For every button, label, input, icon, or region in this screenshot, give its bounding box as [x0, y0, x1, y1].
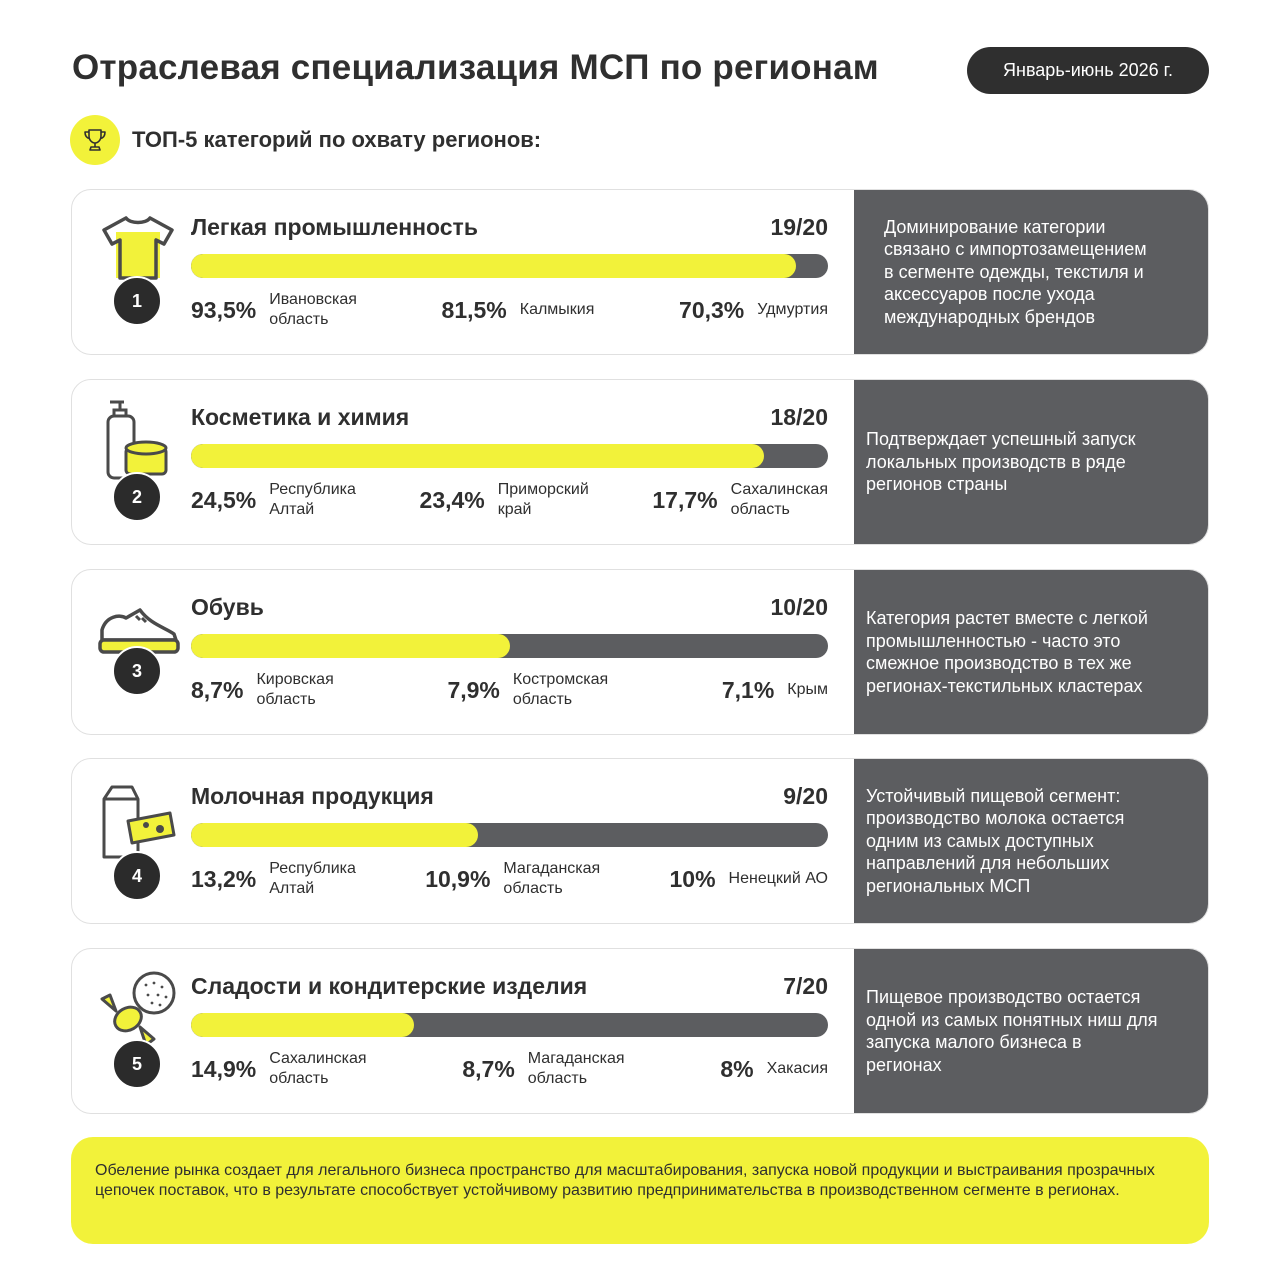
note-line: смежное производство в тех же [866, 653, 1132, 673]
stat-region [256, 670, 333, 710]
stat-value: 24,5% [191, 486, 257, 513]
coverage-bar [191, 634, 828, 658]
rank-badge: 5 [112, 1039, 162, 1089]
note-line: региональных МСП [866, 875, 1031, 896]
stat-region [503, 859, 600, 899]
stat-value: 7,1% [721, 676, 775, 703]
note-line: связано с импортозамещением [884, 239, 1147, 260]
stat-region [513, 670, 608, 710]
note-line: локальных производств в ряде [866, 451, 1126, 472]
stat-region [269, 859, 356, 899]
region-stat [652, 480, 828, 520]
region-stat [425, 859, 600, 899]
category-main [72, 380, 854, 544]
stat-value: 14,9% [191, 1055, 257, 1082]
stat-region-line: область [503, 880, 563, 897]
stat-value: 17,7% [652, 486, 718, 513]
stat-region-line: Приморский [497, 481, 589, 498]
stat-region [520, 300, 595, 320]
stat-region-line: область [269, 311, 329, 328]
region-stat [722, 677, 828, 704]
rank-badge: 2 [112, 472, 162, 522]
page-title: Отраслевая специализация МСП по регионам [72, 48, 879, 87]
rank-badge: 1 [112, 276, 162, 326]
category-name: Косметика и химия [191, 404, 410, 430]
note-line: регионах [866, 1054, 942, 1075]
coverage-bar-fill [191, 254, 796, 278]
stat-region [731, 480, 828, 520]
stat-region-line: Республика [269, 481, 356, 498]
category-main [72, 570, 854, 734]
note-line: Категория растет вместе с легкой [866, 608, 1148, 628]
stat-region [767, 1059, 828, 1079]
stat-value: 81,5% [441, 296, 507, 323]
rank-badge: 3 [112, 646, 162, 696]
category-card [71, 379, 1209, 545]
note-line: Доминирование категории [884, 216, 1106, 237]
category-card [71, 758, 1209, 924]
stat-region-line: Хакасия [766, 1060, 828, 1077]
category-note [854, 759, 1208, 923]
note-line: в сегменте одежды, текстиля и [884, 261, 1144, 282]
stat-region-line: Костромская [512, 671, 609, 688]
region-stats [191, 668, 828, 712]
note-text [884, 216, 1147, 329]
note-line: регионах-текстильных кластерах [866, 675, 1143, 696]
coverage-bar [191, 254, 828, 278]
trophy-icon [70, 115, 120, 165]
region-stat [462, 1049, 624, 1089]
stat-value: 8% [720, 1055, 754, 1082]
note-line: Устойчивый пищевой сегмент: [866, 785, 1121, 806]
note-line: производство молока остается [866, 808, 1125, 829]
note-text [866, 986, 1158, 1076]
stat-value: 8,7% [462, 1055, 515, 1082]
stat-region-line: Крым [787, 681, 828, 698]
stat-region-line: Удмуртия [757, 301, 828, 318]
coverage-bar [191, 1013, 828, 1037]
stat-region-line: край [497, 501, 532, 518]
footer-note: Обеление рынка создает для легального бизнеса пространство для масштабирования, запуска новой продукции и выстраивания прозрачных цепочек поставок, что в результате способствует устойчивому развитию предпринимательства в производственном сегменте в регионах. [71, 1137, 1209, 1244]
region-stat [191, 670, 334, 710]
category-score: 19/20 [770, 214, 828, 240]
note-line: аксессуаров после ухода [884, 284, 1095, 305]
period-badge: Январь-июнь 2026 г. [967, 47, 1209, 94]
stat-region [757, 300, 828, 320]
stat-value: 7,9% [447, 676, 500, 703]
subheading [70, 115, 541, 165]
region-stat [679, 297, 828, 324]
coverage-bar-fill [191, 1013, 414, 1037]
category-note [854, 949, 1208, 1113]
stat-region-line: Ненецкий АО [728, 870, 828, 887]
stat-region-line: область [730, 501, 790, 518]
coverage-bar-fill [191, 444, 764, 468]
category-score: 10/20 [770, 594, 828, 620]
note-line: Пищевое производство остается [866, 987, 1141, 1007]
region-stat [720, 1056, 828, 1083]
stat-region [787, 680, 828, 700]
region-stat [191, 859, 356, 899]
note-line: одним из самых доступных [866, 830, 1094, 851]
region-stats [191, 1047, 828, 1091]
region-stat [191, 290, 357, 330]
rank-badge: 4 [112, 851, 162, 901]
note-text [866, 607, 1148, 697]
note-line: регионов страны [866, 474, 1008, 495]
region-stat [420, 480, 589, 520]
category-note [854, 190, 1208, 354]
stat-value: 23,4% [419, 486, 485, 513]
category-name: Обувь [191, 594, 264, 620]
stat-value: 93,5% [191, 296, 257, 323]
stat-region-line: Сахалинская [269, 1050, 367, 1067]
coverage-bar-fill [191, 634, 510, 658]
note-line: Подтверждает успешный запуск [866, 429, 1136, 450]
region-stat [442, 297, 595, 324]
stat-value: 10% [669, 865, 716, 892]
stat-region-line: Калмыкия [519, 301, 595, 318]
stat-value: 8,7% [191, 676, 244, 703]
note-line: промышленностью - часто это [866, 630, 1121, 651]
stat-region [269, 480, 356, 520]
note-text [866, 785, 1124, 898]
stat-region-line: Алтай [269, 880, 315, 897]
note-line: запуска малого бизнеса в [866, 1032, 1082, 1052]
stat-region [269, 1049, 366, 1089]
note-line: международных брендов [884, 306, 1096, 327]
stat-value: 10,9% [425, 865, 491, 892]
category-main [72, 190, 854, 354]
region-stat [447, 670, 608, 710]
stat-region-line: Магаданская [527, 1050, 625, 1067]
category-note [854, 380, 1208, 544]
category-score: 9/20 [783, 783, 828, 809]
region-stats [191, 478, 828, 522]
stat-region-line: Ивановская [269, 291, 357, 308]
region-stats [191, 288, 828, 332]
category-score: 18/20 [770, 404, 828, 430]
note-text [866, 428, 1136, 496]
category-card [71, 948, 1209, 1114]
stat-region-line: Магаданская [503, 860, 601, 877]
stat-region-line: Алтай [269, 501, 315, 518]
stat-region-line: Сахалинская [730, 481, 828, 498]
stat-region-line: Республика [269, 860, 356, 877]
stat-region [269, 290, 357, 330]
stat-region [498, 480, 589, 520]
category-main [72, 759, 854, 923]
category-score: 7/20 [783, 973, 828, 999]
stat-region-line: область [527, 1070, 588, 1087]
stat-region-line: Кировская [256, 671, 334, 688]
stat-value: 13,2% [191, 865, 257, 892]
region-stat [191, 1049, 367, 1089]
note-line: направлений для небольших [866, 853, 1110, 874]
coverage-bar [191, 823, 828, 847]
note-line: одной из самых понятных ниш для [866, 1009, 1158, 1030]
region-stat [670, 866, 828, 893]
category-name: Сладости и кондитерские изделия [191, 973, 588, 999]
stat-region-line: область [512, 691, 573, 708]
category-main [72, 949, 854, 1113]
category-name: Легкая промышленность [191, 214, 478, 240]
stat-region-line: область [256, 691, 316, 708]
stat-region [528, 1049, 625, 1089]
category-card [71, 569, 1209, 735]
coverage-bar-fill [191, 823, 478, 847]
category-name: Молочная продукция [191, 783, 434, 809]
category-note [854, 570, 1208, 734]
subheading-text: ТОП-5 категорий по охвату регионов: [132, 127, 542, 152]
stat-value: 70,3% [679, 296, 745, 323]
stat-region [729, 869, 828, 889]
stat-region-line: область [269, 1070, 329, 1087]
region-stat [191, 480, 356, 520]
region-stats [191, 857, 828, 901]
category-card [71, 189, 1209, 355]
coverage-bar [191, 444, 828, 468]
